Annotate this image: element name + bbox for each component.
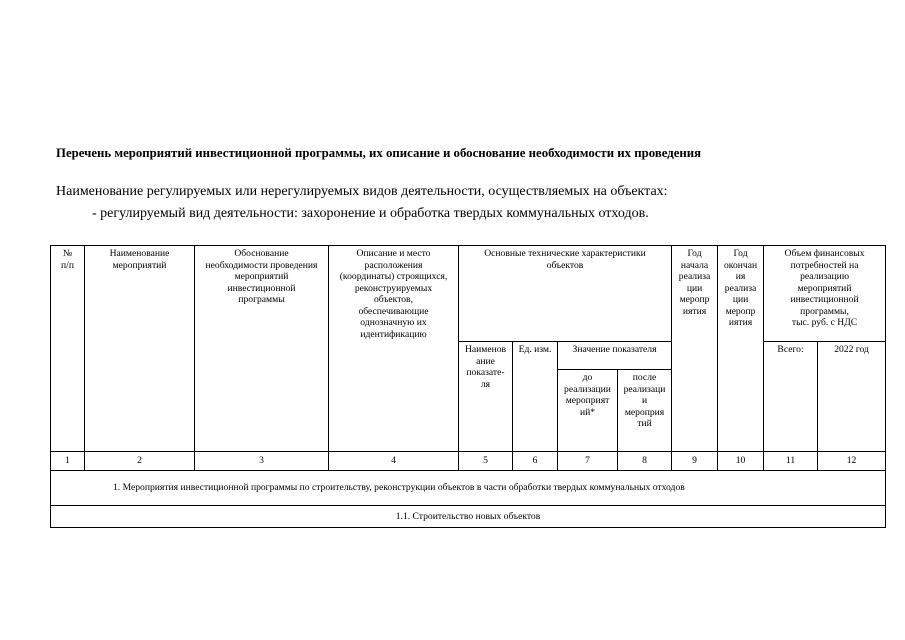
header-row-1 [51,246,886,342]
column-number: 6 [513,452,558,471]
column-number: 3 [195,452,329,471]
header-before: до реализации мероприят ий* [558,370,618,452]
header-indicator-value: Значение показателя [558,342,672,370]
header-after: после реализаци и мероприя тий [618,370,672,452]
column-number: 1 [51,452,85,471]
header-financing: Объем финансовых потребностей на реализацию мероприятий инвестиционной программы, тыс. руб. с НДС [764,246,886,342]
header-start-year: Год начала реализа ции меропр иятия [672,246,718,452]
header-total: Всего: [764,342,818,452]
column-number: 12 [818,452,886,471]
section-title: 1. Мероприятия инвестиционной программы по строительству, реконструкции объектов в части обработки твердых коммунальных отходов [51,471,886,506]
column-number: 8 [618,452,672,471]
section-row [51,471,886,506]
column-number: 4 [329,452,459,471]
column-number: 5 [459,452,513,471]
subsection-row [51,506,886,528]
header-end-year: Год окончан ия реализа ции меропр иятия [718,246,764,452]
header-justification: Обоснование необходимости проведения мероприятий инвестиционной программы [195,246,329,452]
subsection-title: 1.1. Строительство новых объектов [51,506,886,528]
column-number: 7 [558,452,618,471]
activity-type-item: - регулируемый вид деятельности: захоронение и обработка твердых коммунальных отходов. [92,206,649,221]
activity-types-heading: Наименование регулируемых или нерегулируемых видов деятельности, осуществляемых на объектах: [56,184,668,199]
document-title: Перечень мероприятий инвестиционной программы, их описание и обоснование необходимости их проведения [56,146,702,160]
header-measure-name: Наименование мероприятий [85,246,195,452]
header-number: № п/п [51,246,85,452]
column-number: 2 [85,452,195,471]
column-number: 10 [718,452,764,471]
column-numbers-row [51,452,886,471]
column-number: 9 [672,452,718,471]
header-unit: Ед. изм. [513,342,558,452]
header-indicator-name: Наименов ание показате- ля [459,342,513,452]
header-description-location: Описание и место расположения (координаты) строящихся, реконструируемых объектов, обеспечивающие однозначную их идентификацию [329,246,459,452]
column-number: 11 [764,452,818,471]
investment-measures-table [50,245,886,528]
header-year-2022: 2022 год [818,342,886,452]
header-technical-characteristics: Основные технические характеристики объектов [459,246,672,342]
